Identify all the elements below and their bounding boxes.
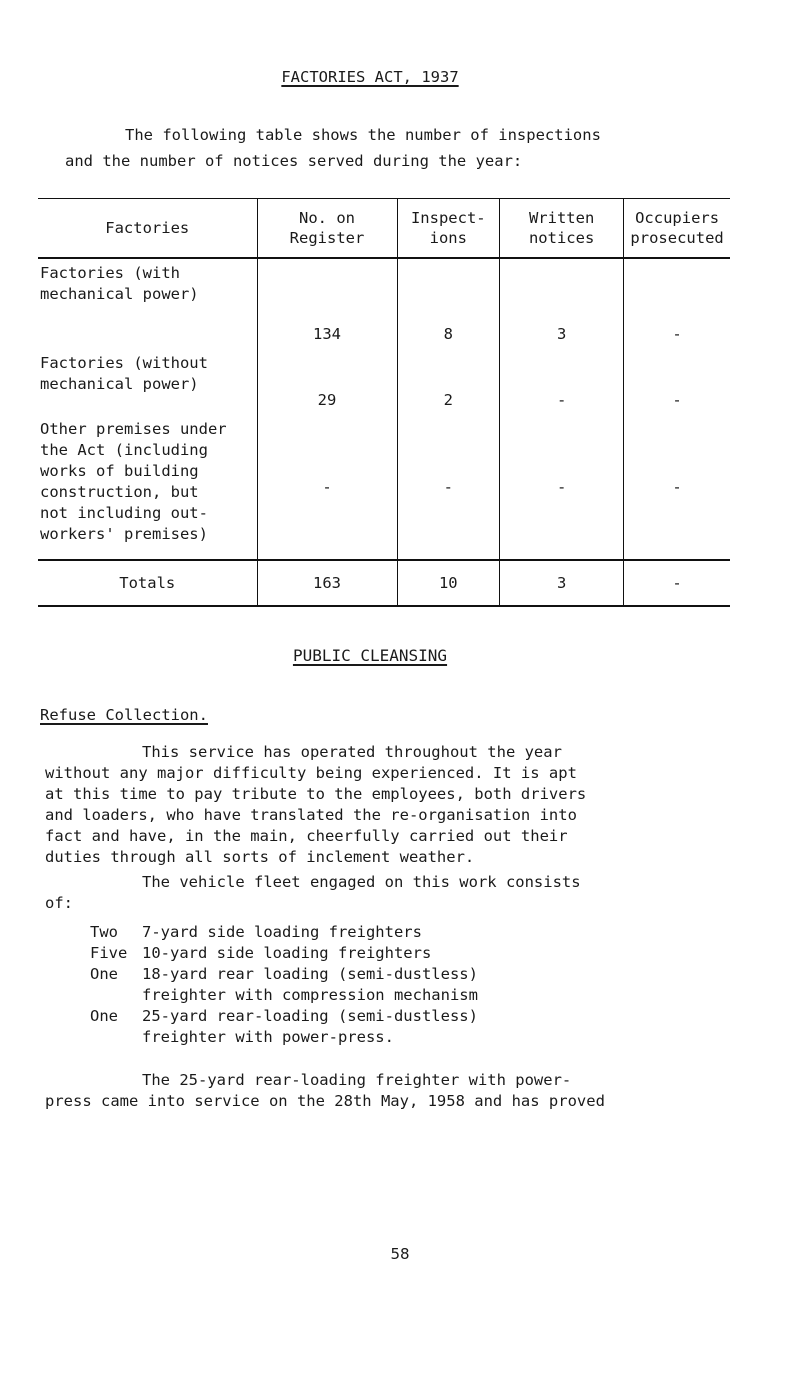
header-no-on-register: No. on Register xyxy=(257,199,397,259)
totals-label: Totals xyxy=(38,560,257,606)
fleet-desc: 18-yard rear loading (semi-dustless) freighter with compression mechanism xyxy=(142,965,478,1004)
paragraph xyxy=(45,1070,745,1112)
row-label: Other premises under the Act (including works of building construction, but not including out- workers' premises) xyxy=(38,415,257,560)
inspections-table xyxy=(38,198,730,607)
fleet-qty: Two xyxy=(90,923,118,941)
text-line: and loaders, who have translated the re-organisation into xyxy=(45,806,577,824)
total-notices: 3 xyxy=(500,560,624,606)
document-title: FACTORIES ACT, 1937 xyxy=(281,68,459,86)
paragraph xyxy=(45,742,745,868)
row-label: Factories (without mechanical power) xyxy=(38,349,257,415)
cell-register: 29 xyxy=(257,349,397,415)
fleet-list xyxy=(90,922,745,1048)
section-title: PUBLIC CLEANSING xyxy=(292,646,448,665)
cell-inspections: - xyxy=(397,415,500,560)
cell-register: 134 xyxy=(257,258,397,349)
cell-inspections: 8 xyxy=(397,258,500,349)
text-line: This service has operated throughout the year xyxy=(142,743,562,761)
cell-notices: 3 xyxy=(500,258,624,349)
fleet-desc: 25-yard rear-loading (semi-dustless) freighter with power-press. xyxy=(142,1007,478,1046)
text-line: The vehicle fleet engaged on this work consists xyxy=(142,873,581,891)
text-line: without any major difficulty being experienced. It is apt xyxy=(45,764,577,782)
table-header-row xyxy=(38,199,730,259)
text-line: duties through all sorts of inclement weather. xyxy=(45,848,475,866)
fleet-desc: 10-yard side loading freighters xyxy=(142,944,432,962)
text-line: at this time to pay tribute to the employees, both drivers xyxy=(45,785,587,803)
cell-inspections: 2 xyxy=(397,349,500,415)
paragraph xyxy=(45,872,745,914)
text-line: of: xyxy=(45,894,73,912)
body-text xyxy=(45,742,745,1112)
header-occupiers-prosecuted: Occupiers prosecuted xyxy=(624,199,730,259)
cell-notices: - xyxy=(500,415,624,560)
list-item xyxy=(90,943,745,964)
header-factories: Factories xyxy=(38,199,257,259)
list-item xyxy=(90,922,745,943)
table-row xyxy=(38,415,730,560)
text-line: press came into service on the 28th May, 1958 and has proved xyxy=(45,1092,605,1110)
fleet-desc: 7-yard side loading freighters xyxy=(142,923,422,941)
page-number: 58 xyxy=(390,1245,410,1263)
intro-line: and the number of notices served during the year: xyxy=(65,152,523,170)
table-row xyxy=(38,258,730,349)
total-prosecuted: - xyxy=(624,560,730,606)
table-row xyxy=(38,349,730,415)
fleet-qty: Five xyxy=(90,944,128,962)
list-item xyxy=(90,964,745,1006)
text-line: fact and have, in the main, cheerfully carried out their xyxy=(45,827,568,845)
cell-prosecuted: - xyxy=(672,478,682,496)
cell-prosecuted: - xyxy=(672,391,682,409)
cell-register: - xyxy=(257,415,397,560)
header-written-notices: Written notices xyxy=(500,199,624,259)
cell-notices: - xyxy=(500,349,624,415)
total-inspections: 10 xyxy=(397,560,500,606)
fleet-qty: One xyxy=(90,1007,118,1025)
total-register: 163 xyxy=(257,560,397,606)
text-line: The 25-yard rear-loading freighter with power- xyxy=(142,1071,572,1089)
totals-row xyxy=(38,560,730,606)
subsection-title: Refuse Collection. xyxy=(40,706,208,724)
cell-prosecuted: - xyxy=(672,325,682,343)
row-label: Factories (with mechanical power) xyxy=(38,258,257,349)
intro-paragraph xyxy=(65,122,755,174)
header-inspections: Inspect- ions xyxy=(397,199,500,259)
intro-line: The following table shows the number of inspections xyxy=(125,126,601,144)
fleet-qty: One xyxy=(90,965,118,983)
list-item xyxy=(90,1006,745,1048)
